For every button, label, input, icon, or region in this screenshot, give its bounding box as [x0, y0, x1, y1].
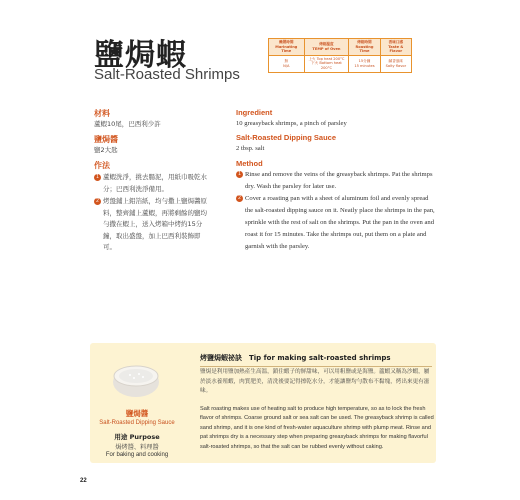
tip-title: 烤鹽焗蝦祕訣 Tip for making salt-roasted shrimps [200, 353, 432, 367]
header-taste-flavor: 香味口感 Taste & Flavor [380, 39, 411, 56]
step-text: Rinse and remove the veins of the greasyback shrimps. Pat the shrimps dry. Wash the parsley for later use. [245, 171, 433, 190]
sauce-text-cn: 鹽2大匙 [94, 146, 118, 154]
tip-sauce-name-en: Salt-Roasted Dipping Sauce [99, 420, 175, 426]
header-roasting-time: 烤箱時間 Roasting Time [349, 39, 380, 56]
step-text: 烤盤鋪上鋁箔紙，均勻撒上鹽焗醬原料，整齊鋪上蘆蝦，再將剩餘的鹽均勻撒在蝦上，送入烤箱中烤約15分鐘，取出盛盤，加上巴西利裝飾即可。 [103, 197, 207, 251]
step-en-2 [236, 193, 436, 253]
header-marinating-time: 醃製時間 Marinating Time [269, 39, 305, 56]
ingredient-heading-en: Ingredient [236, 108, 273, 117]
purpose-label: 用途 Purpose [114, 433, 160, 441]
sauce-heading-en: Salt-Roasted Dipping Sauce [236, 133, 337, 142]
recipe-title-english: Salt-Roasted Shrimps [94, 66, 240, 83]
value-taste-flavor: 鹹香風味 Salty flavor [380, 55, 411, 72]
purpose-text-en: For baking and cooking [105, 452, 169, 458]
ingredients-text-cn: 蘆蝦10尾，巴西利少許 [94, 120, 161, 128]
sauce-heading-cn: 鹽焗醬 [94, 135, 118, 144]
value-oven-temp: 上火 Top heat 200°C 下火 Bottom heat 200°C [304, 55, 349, 72]
step-en-1 [236, 169, 436, 193]
step-text: Cover a roasting pan with a sheet of aluminum foil and evenly spread the salt-roasted dipping sauce on it. Neatly place the shrimps in the pan, sprinkle with the rest of salt on the shrimps. Put the pan in the oven and roast it for 15 minutes. Take the shrimps out, put them on a plate and garnish with the parsley. [245, 195, 435, 250]
value-roasting-time: 15分鐘 15 minutes [349, 55, 380, 72]
step-number-badge: 2 [94, 198, 101, 205]
purpose-text-cn: 焗烤醬、料理醬 [115, 444, 159, 451]
page-number: 22 [80, 478, 87, 484]
value-marinating-time: 無 N/A [269, 55, 305, 72]
step-cn-1 [94, 172, 212, 195]
recipe-title-chinese: 鹽焗蝦 [94, 38, 187, 73]
step-number-badge: 2 [236, 195, 243, 202]
tip-sauce-name-cn: 鹽焗醬 [125, 409, 149, 418]
step-number-badge: 1 [94, 174, 101, 181]
method-heading-en: Method [236, 159, 263, 168]
step-number-badge: 1 [236, 171, 243, 178]
recipe-info-table [268, 38, 412, 73]
ingredients-heading-cn: 材料 [94, 109, 110, 118]
ingredient-text-en: 10 greasyback shrimps, a pinch of parsley [236, 120, 347, 127]
salt-bowl-image [110, 352, 162, 404]
info-table-value-row [269, 55, 412, 72]
method-heading-cn: 作法 [94, 161, 110, 170]
step-text: 蘆蝦洗淨，挑去腸泥，用紙巾吸乾水分；巴西利洗淨備用。 [103, 173, 207, 193]
sauce-text-en: 2 tbsp. salt [236, 145, 265, 152]
header-oven-temp: 烤箱溫度 TEMP of Oven [304, 39, 349, 56]
step-cn-2 [94, 196, 212, 254]
info-table-header-row [269, 39, 412, 56]
tip-text-en: Salt roasting makes use of heating salt to produce high temperature, so as to lock the fresh flavor of shrimps. Coarse ground salt or sea salt can be used. The greasyback shrimp is called sand shrimp, and it is one kind of fresh-water aquaculture shrimp with plump meat. Rinse and pat shrimps dry is a necessary step when preparing greasyback shrimps for making flavorful salt-roasted shrimps, so that the salt can be rubbed evenly without caking. [200, 406, 434, 450]
tip-text-cn: 鹽焗是利用鹽加熱產生高溫，鎖住蝦子的鮮甜味，可以用粗鹽或是海鹽。蘆蝦又稱為沙蝦，屬於淡水養殖蝦，肉質肥美，清洗後要記得擦乾水分，才能讓鹽均勻散布不黏塊，烤出來更有滋味。 [200, 369, 430, 395]
